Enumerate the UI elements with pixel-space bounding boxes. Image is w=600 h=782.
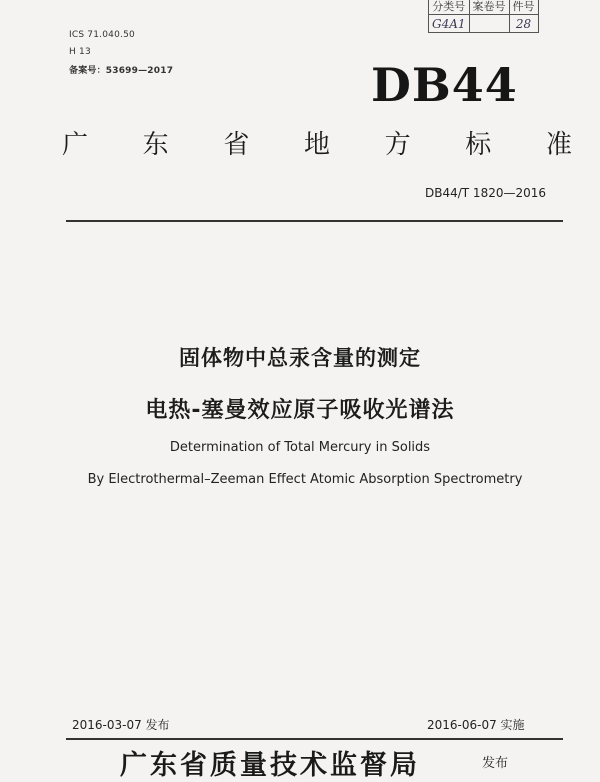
archive-stamp bbox=[428, 0, 539, 33]
standard-type-char: 广 bbox=[62, 130, 89, 160]
standard-number: DB44/T 1820—2016 bbox=[425, 186, 547, 200]
standard-type-char: 方 bbox=[384, 130, 411, 160]
top-divider bbox=[66, 220, 563, 222]
title-cn-line2: 电热-塞曼效应原子吸收光谱法 bbox=[145, 398, 455, 423]
issue-date: 2016-03-07 发布 bbox=[72, 718, 170, 732]
stamp-header-item: 件号 bbox=[509, 0, 538, 15]
standard-logo: DB44 bbox=[371, 58, 518, 112]
standard-type-char: 标 bbox=[465, 130, 492, 160]
ics-code: ICS 71.040.50 bbox=[69, 30, 135, 40]
title-cn-line1: 固体物中总汞含量的测定 bbox=[179, 346, 421, 370]
stamp-header-category: 分类号 bbox=[429, 0, 470, 15]
title-en-line2: By Electrothermal–Zeeman Effect Atomic Absorption Spectrometry bbox=[87, 472, 523, 487]
implement-date: 2016-06-07 实施 bbox=[427, 718, 525, 732]
standard-type-char: 东 bbox=[142, 130, 169, 160]
record-number: 备案号：53699—2017 bbox=[69, 66, 174, 76]
title-en-line1: Determination of Total Mercury in Solids bbox=[169, 440, 431, 455]
issuer-name: 广东省质量技术监督局 bbox=[120, 750, 420, 781]
stamp-value-item: 28 bbox=[509, 15, 538, 33]
stamp-value-file bbox=[469, 15, 509, 33]
ccs-code: H 13 bbox=[69, 47, 91, 57]
stamp-value-category: G4A1 bbox=[429, 15, 470, 33]
standard-type-char: 准 bbox=[545, 130, 572, 160]
stamp-header-file: 案卷号 bbox=[469, 0, 509, 15]
bottom-divider bbox=[66, 738, 563, 740]
standard-type-title bbox=[62, 124, 572, 161]
standard-type-char: 省 bbox=[223, 130, 250, 160]
standard-type-char: 地 bbox=[303, 130, 330, 160]
issuer-suffix: 发布 bbox=[482, 756, 509, 771]
